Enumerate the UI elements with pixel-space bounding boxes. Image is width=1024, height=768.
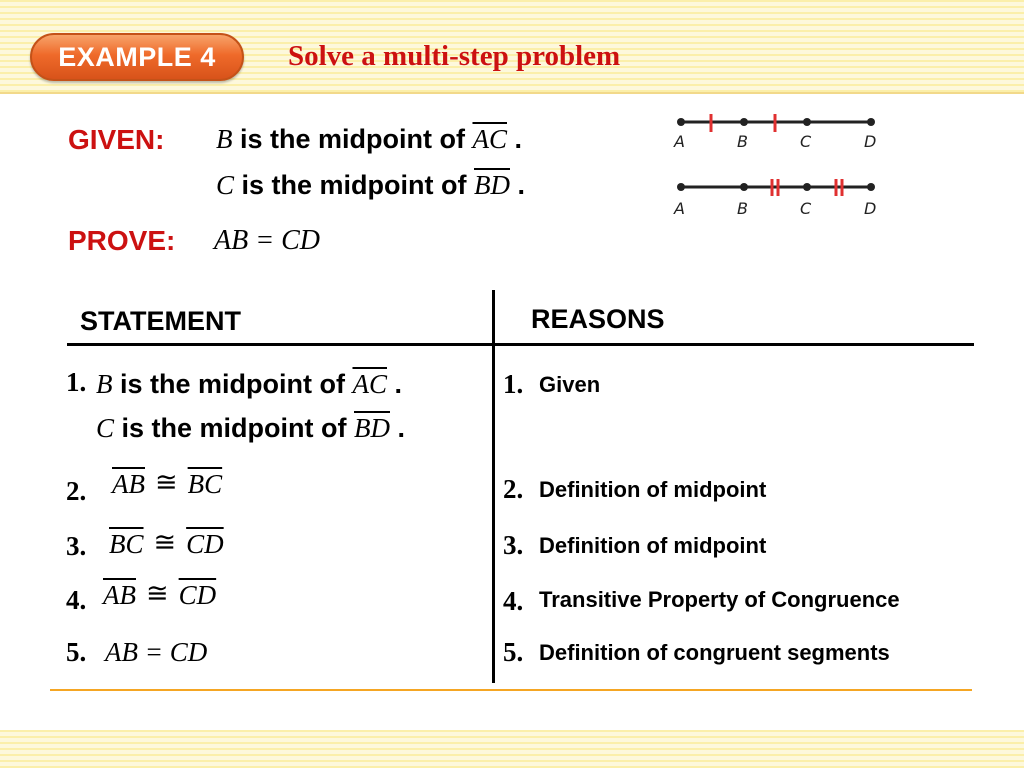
reason-number-3: 3. [503, 530, 524, 560]
table-header-rule [67, 343, 974, 346]
statement-number-5: 5. [66, 637, 87, 667]
given-text-1: is the midpoint of [232, 124, 473, 154]
statement-1-line-1 [96, 369, 402, 400]
statement-number-2: 2. [66, 476, 87, 506]
statement-1-line-2 [96, 413, 405, 444]
statement-4 [103, 580, 216, 611]
statement-1-text-1: is the midpoint of [112, 369, 353, 399]
page-title: Solve a multi-step problem [288, 40, 621, 72]
congruent-symbol-3: ≅ [153, 527, 177, 557]
given-line-2 [216, 170, 525, 201]
statement-3 [109, 529, 224, 560]
reason-3: Definition of midpoint [539, 533, 767, 558]
label-d-bottom: D [864, 199, 877, 218]
given-line-1 [216, 124, 522, 155]
statement-2-segment-ab: $\overline{AB}$ [112, 469, 145, 499]
statement-1-segment-ac: $\overline{AC}$ [352, 369, 387, 399]
label-c-bottom: C [800, 199, 812, 218]
reason-number-4: 4. [503, 586, 524, 616]
statement-4-segment-cd: $\overline{CD}$ [178, 580, 217, 610]
prove-label: PROVE: [68, 225, 176, 256]
reason-number-5: 5. [503, 637, 524, 667]
label-a-bottom: A [674, 199, 685, 218]
statement-1-point-b: B [96, 369, 113, 399]
label-d-top: D [864, 132, 877, 151]
statement-1-segment-bd: $\overline{BD}$ [354, 413, 390, 443]
reason-2: Definition of midpoint [539, 477, 767, 502]
prove-statement: AB = CD [214, 225, 320, 256]
label-b-top: B [737, 132, 748, 151]
statement-1-period-2: . [390, 413, 406, 443]
segment-diagrams [665, 105, 895, 225]
statement-1-text-2: is the midpoint of [114, 413, 354, 443]
statement-number-3: 3. [66, 531, 87, 561]
statement-header: STATEMENT [80, 306, 241, 336]
statement-3-segment-bc: $\overline{BC}$ [109, 529, 144, 559]
reason-4: Transitive Property of Congruence [539, 587, 900, 612]
given-text-2: is the midpoint of [234, 170, 474, 200]
footer-band [0, 730, 1024, 768]
statement-1-point-c: C [96, 413, 115, 443]
congruent-symbol-4: ≅ [146, 578, 169, 608]
reason-number-2: 2. [503, 474, 524, 504]
statement-4-segment-ab: $\overline{AB}$ [103, 580, 136, 610]
label-a-top: A [674, 132, 685, 151]
example-badge: EXAMPLE 4 [30, 33, 244, 81]
reason-1: Given [539, 372, 601, 397]
diagram-top [673, 114, 876, 151]
table-column-divider [492, 290, 495, 683]
label-c-top: C [800, 132, 812, 151]
statement-number-1: 1. [66, 367, 87, 397]
congruent-symbol-2: ≅ [155, 467, 178, 497]
diagram-bottom [673, 179, 876, 218]
given-segment-ac: $\overline{AC}$ [472, 124, 507, 154]
given-label: GIVEN: [68, 124, 165, 155]
statement-3-segment-cd: $\overline{CD}$ [186, 529, 224, 559]
statement-number-4: 4. [66, 585, 87, 615]
given-segment-bd: $\overline{BD}$ [474, 170, 510, 200]
statement-2-segment-bc: $\overline{BC}$ [187, 469, 223, 499]
bottom-divider [50, 689, 972, 691]
statement-5: AB = CD [105, 637, 208, 667]
label-b-bottom: B [737, 199, 748, 218]
statement-2 [112, 469, 222, 500]
statement-1-period-1: . [387, 369, 403, 399]
given-period-1: . [507, 124, 523, 154]
given-point-c: C [216, 170, 235, 200]
reason-5: Definition of congruent segments [539, 640, 890, 665]
reason-number-1: 1. [503, 369, 524, 399]
reasons-header: REASONS [531, 304, 665, 334]
given-period-2: . [510, 170, 526, 200]
given-point-b: B [216, 124, 233, 154]
